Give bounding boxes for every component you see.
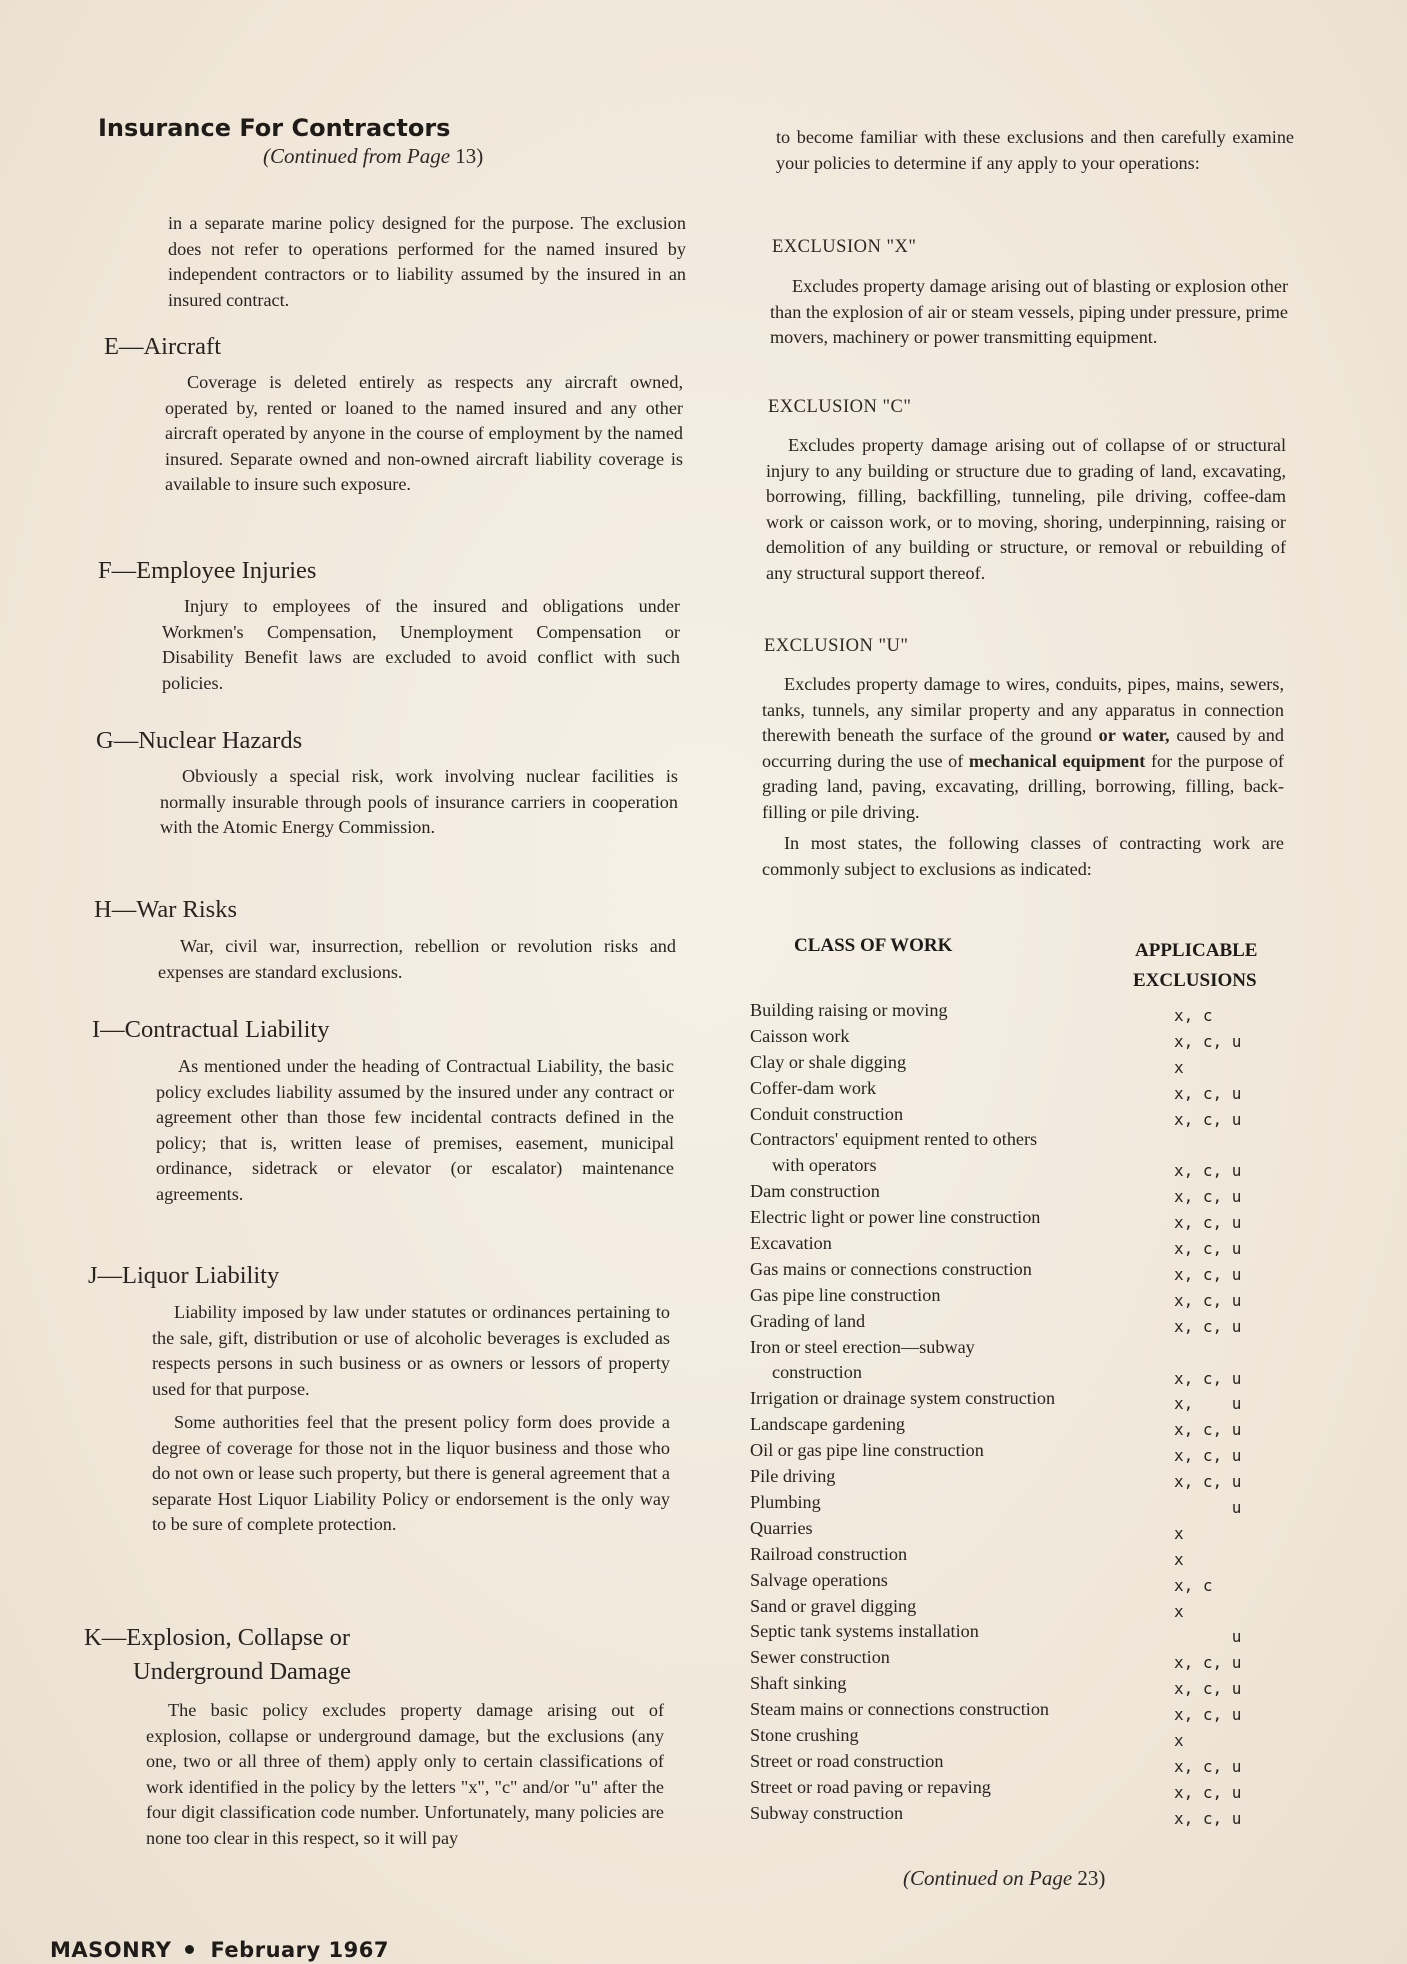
table-row — [750, 1050, 1250, 1076]
paragraph: Excludes property damage arising out of blasting or explosion other than the explosion of air or steam vessels, piping under pressure, prime movers, machinery or power transmitting equipment. — [770, 276, 1288, 347]
applicable-exclusions: x, c, u — [1174, 1239, 1242, 1259]
class-of-work: Quarries — [750, 1517, 813, 1538]
table-row — [750, 1438, 1250, 1464]
continued-from-text: (Continued from Page — [263, 144, 451, 168]
applicable-exclusions: x, c, u — [1174, 1031, 1242, 1051]
section-body-liquor-liability — [152, 1300, 670, 1538]
table-row — [750, 1490, 1250, 1516]
table-row — [750, 1102, 1250, 1128]
applicable-exclusions: x, c, u — [1174, 1472, 1242, 1492]
class-of-work: Pile driving — [750, 1466, 836, 1487]
exclusion-c-body — [766, 433, 1286, 586]
table-row — [750, 1697, 1250, 1723]
exclusion-u-text-3: for the purpose of grading land, paving, excavating, drilling, borrowing, filling, back-filling or pile driving. — [762, 750, 1284, 822]
table-row — [750, 1231, 1250, 1257]
class-of-work: Clay or shale digging — [750, 1051, 907, 1072]
applicable-exclusions: x, c, u — [1174, 1290, 1242, 1310]
paragraph: As mentioned under the heading of Contractual Liability, the basic policy excludes liability assumed by the insured under any contract or agreement other than those few incidental contracts defined in the policy; that is, written lease of premises, easement, municipal ordinance, sidetrack or elevator (or escalator) maintenance agreements. — [156, 1056, 674, 1204]
table-header-class-of-work: CLASS OF WORK — [794, 935, 953, 956]
states-paragraph: In most states, the following classes of contracting work are commonly subject to exclusions as indicated: — [762, 833, 1284, 879]
class-of-work: Electric light or power line construction — [750, 1207, 1041, 1228]
table-row — [750, 1568, 1250, 1594]
table-row — [750, 998, 1250, 1024]
table-row — [750, 1775, 1250, 1801]
section-body-employee-injuries — [162, 594, 680, 696]
applicable-exclusions: x — [1174, 1057, 1184, 1077]
paragraph: Obviously a special risk, work involving nuclear facilities is normally insurable through pools of insurance carriers in cooperation with the Atomic Energy Commission. — [160, 766, 678, 837]
applicable-exclusions: x, c, u — [1174, 1213, 1242, 1233]
class-of-work: Septic tank systems installation — [750, 1621, 979, 1642]
class-of-work: Railroad construction — [750, 1543, 908, 1564]
table-header-exclusions-line2: EXCLUSIONS — [1133, 970, 1257, 991]
class-of-work: Street or road construction — [750, 1750, 944, 1771]
continued-on-note — [903, 1866, 1105, 1891]
class-of-work: Building raising or moving — [750, 1000, 948, 1020]
paragraph: War, civil war, insurrection, rebellion or revolution risks and expenses are standard exclusions. — [158, 936, 676, 982]
table-row — [750, 1749, 1250, 1775]
classification-table — [750, 998, 1250, 1827]
applicable-exclusions: x, c, u — [1174, 1756, 1242, 1776]
table-row — [750, 1309, 1250, 1335]
applicable-exclusions: x, c — [1174, 1575, 1213, 1595]
table-row — [750, 1594, 1250, 1620]
class-of-work: Coffer-dam work — [750, 1077, 877, 1098]
section-body-aircraft — [165, 370, 683, 498]
section-heading-war-risks: H—War Risks — [94, 896, 237, 923]
section-heading-aircraft: E—Aircraft — [104, 333, 221, 360]
applicable-exclusions: u — [1174, 1497, 1242, 1517]
exclusion-u-text-2: caused by and occurring during the use of — [762, 725, 1284, 771]
table-row — [750, 1179, 1250, 1205]
page-footer — [50, 1938, 389, 1962]
footer-magazine: MASONRY — [50, 1938, 172, 1962]
exclusion-x-body — [770, 274, 1288, 351]
class-of-work: Iron or steel erection—subway — [750, 1336, 975, 1357]
table-row — [750, 1671, 1250, 1697]
table-row — [750, 1516, 1250, 1542]
applicable-exclusions: x, u — [1174, 1394, 1242, 1414]
paragraph: Excludes property damage arising out of collapse of or structural injury to any building or structure due to grading of land, excavating, borrowing, filling, backfilling, tunneling, pile driving, coffee-dam work or caisson work, or to moving, shoring, underpinning, raising or demolition of any building or structure, or removal or rebuilding of any structural support thereof. — [766, 435, 1286, 583]
table-row — [750, 1386, 1250, 1412]
table-row — [750, 1024, 1250, 1050]
applicable-exclusions: x, c, u — [1174, 1161, 1242, 1181]
paragraph — [762, 672, 1284, 825]
class-of-work: Steam mains or connections construction — [750, 1699, 1050, 1720]
bullet-icon — [185, 1945, 194, 1954]
applicable-exclusions: x, c, u — [1174, 1679, 1242, 1699]
class-of-work: Shaft sinking — [750, 1673, 847, 1694]
paragraph: Coverage is deleted entirely as respects any aircraft owned, operated by, rented or loaned to the named insured and any other aircraft operated by anyone in the course of employment by the named insured. Separate owned and non-owned aircraft liability coverage is available to insure such exposure. — [165, 372, 683, 494]
applicable-exclusions: x, c, u — [1174, 1316, 1242, 1336]
section-heading-employee-injuries: F—Employee Injuries — [98, 557, 317, 584]
table-row — [750, 1283, 1250, 1309]
table-row — [750, 1076, 1250, 1102]
class-of-work: Street or road paving or repaving — [750, 1776, 991, 1797]
class-of-work: Stone crushing — [750, 1724, 859, 1745]
class-of-work: Gas pipe line construction — [750, 1284, 941, 1305]
class-of-work: Gas mains or connections construction — [750, 1258, 1032, 1279]
class-of-work-continued: construction — [772, 1362, 862, 1383]
class-of-work: Sand or gravel digging — [750, 1595, 917, 1616]
applicable-exclusions: x, c — [1174, 1006, 1213, 1025]
footer-date: February 1967 — [210, 1938, 389, 1962]
table-row — [750, 1645, 1250, 1671]
intro-paragraph-block — [168, 211, 686, 313]
exclusion-u-bold-1: or water, — [1098, 725, 1170, 745]
class-of-work: Contractors' equipment rented to others — [750, 1129, 1038, 1150]
applicable-exclusions: x — [1174, 1523, 1184, 1543]
paragraph: Liability imposed by law under statutes or ordinances pertaining to the sale, gift, distribution or use of alcoholic beverages is excluded as respects persons in such business or as owners or lessors of property used for that purpose. — [152, 1302, 670, 1399]
class-of-work: Conduit construction — [750, 1103, 904, 1124]
table-row — [750, 1723, 1250, 1749]
table-row — [750, 1335, 1250, 1387]
class-of-work: Subway construction — [750, 1802, 904, 1823]
continued-from-note — [263, 144, 483, 169]
applicable-exclusions: x, c, u — [1174, 1653, 1242, 1673]
applicable-exclusions: x, c, u — [1174, 1446, 1242, 1466]
section-body-explosion-collapse — [146, 1698, 664, 1851]
class-of-work: Oil or gas pipe line construction — [750, 1440, 984, 1461]
applicable-exclusions: x, c, u — [1174, 1705, 1242, 1725]
section-body-war-risks — [158, 934, 676, 985]
section-heading-explosion-collapse-line1: K—Explosion, Collapse or — [84, 1624, 351, 1651]
class-of-work-continued: with operators — [772, 1155, 877, 1176]
class-of-work: Dam construction — [750, 1181, 880, 1202]
right-intro-block — [776, 125, 1294, 176]
applicable-exclusions: u — [1174, 1627, 1242, 1647]
table-row — [750, 1619, 1250, 1645]
table-row — [750, 1464, 1250, 1490]
applicable-exclusions: x, c, u — [1174, 1368, 1242, 1388]
applicable-exclusions: x — [1174, 1549, 1184, 1569]
exclusion-u-bold-2: mechanical equipment — [968, 750, 1146, 771]
section-heading-nuclear-hazards: G—Nuclear Hazards — [96, 727, 303, 754]
continued-on-page: 23) — [1077, 1866, 1106, 1890]
applicable-exclusions: x, c, u — [1174, 1187, 1242, 1207]
applicable-exclusions: x — [1174, 1601, 1184, 1621]
continued-from-page: 13) — [455, 144, 484, 168]
class-of-work: Salvage operations — [750, 1569, 888, 1590]
table-row — [750, 1127, 1250, 1179]
class-of-work: Irrigation or drainage system construction — [750, 1388, 1056, 1409]
section-heading-contractual-liability: I—Contractual Liability — [92, 1016, 330, 1043]
applicable-exclusions: x, c, u — [1174, 1083, 1242, 1103]
applicable-exclusions: x, c, u — [1174, 1264, 1242, 1284]
table-row — [750, 1801, 1250, 1827]
continued-on-text: (Continued on Page — [903, 1866, 1073, 1890]
class-of-work: Grading of land — [750, 1310, 866, 1331]
intro-paragraph: in a separate marine policy designed for the purpose. The exclusion does not refer to operations performed for the named insured by independent contractors or to liability assumed by the insured in an insured contract. — [168, 213, 686, 310]
applicable-exclusions: x, c, u — [1174, 1420, 1242, 1440]
section-body-nuclear-hazards — [160, 764, 678, 841]
table-row — [750, 1542, 1250, 1568]
class-of-work: Plumbing — [750, 1491, 821, 1512]
table-row — [750, 1412, 1250, 1438]
right-intro-paragraph: to become familiar with these exclusions and then carefully examine your policies to determine if any apply to your operations: — [776, 127, 1294, 173]
exclusion-u-text-1: Excludes property damage to wires, conduits, pipes, mains, sewers, tanks, tunnels, any similar property and any apparatus in connection therewith beneath the surface of the ground — [762, 674, 1284, 745]
section-body-contractual-liability — [156, 1054, 674, 1207]
article-title: Insurance For Contractors — [98, 114, 451, 142]
applicable-exclusions: x, c, u — [1174, 1782, 1242, 1802]
table-header-exclusions-line1: APPLICABLE — [1135, 940, 1258, 961]
class-of-work: Caisson work — [750, 1025, 850, 1046]
exclusion-u-body — [762, 672, 1284, 882]
paragraph: The basic policy excludes property damage arising out of explosion, collapse or underground damage, but the exclusions (any one, two or all three of them) apply only to certain classifications of work identified in the policy by the letters "x", "c" and/or "u" after the four digit classification code number. Unfortunately, many policies are none too clear in this respect, so it will pay — [146, 1700, 664, 1848]
class-of-work: Excavation — [750, 1233, 832, 1254]
exclusion-c-heading: EXCLUSION "C" — [768, 397, 912, 417]
section-heading-explosion-collapse-line2: Underground Damage — [133, 1658, 351, 1685]
applicable-exclusions: x — [1174, 1730, 1184, 1750]
applicable-exclusions: x, c, u — [1174, 1808, 1242, 1828]
paragraph: Some authorities feel that the present policy form does provide a degree of coverage for those not in the liquor business and those who do not own or lease such property, but there is general agreement that a separate Host Liquor Liability Policy or endorsement is the only way to be sure of complete protection. — [152, 1412, 670, 1534]
paragraph: Injury to employees of the insured and obligations under Workmen's Compensation, Unemployment Compensation or Disability Benefit laws are excluded to avoid conflict with such policies. — [162, 596, 680, 693]
class-of-work: Landscape gardening — [750, 1414, 906, 1435]
exclusion-x-heading: EXCLUSION "X" — [772, 237, 917, 257]
table-row — [750, 1205, 1250, 1231]
section-heading-liquor-liability: J—Liquor Liability — [88, 1262, 280, 1289]
class-of-work: Sewer construction — [750, 1647, 890, 1668]
exclusion-u-heading: EXCLUSION "U" — [764, 636, 909, 656]
applicable-exclusions: x, c, u — [1174, 1109, 1242, 1129]
table-row — [750, 1257, 1250, 1283]
